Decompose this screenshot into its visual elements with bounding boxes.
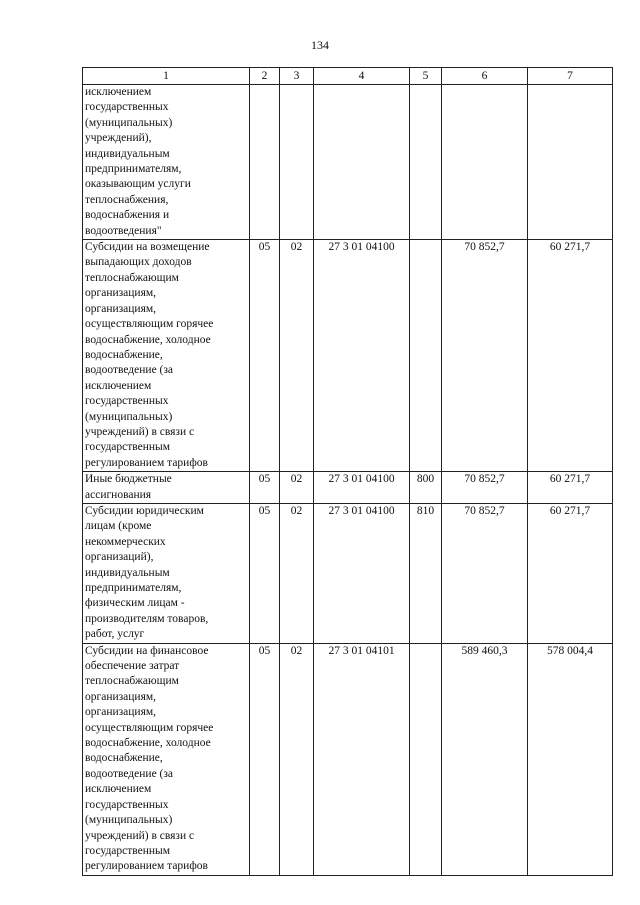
subsection-code: 02 xyxy=(280,472,314,504)
name-line: учреждений) в связи с xyxy=(85,829,195,842)
expense-type-code xyxy=(410,240,442,472)
header-col-6: 6 xyxy=(442,68,528,85)
name-line: водоснабжение, холодное xyxy=(85,333,211,346)
name-line: теплоснабжения, xyxy=(85,193,169,206)
name-line: Субсидии юридическим xyxy=(85,504,204,517)
section-code xyxy=(250,85,280,240)
name-line: обеспечение затрат xyxy=(85,660,180,673)
amount-col-7: 60 271,7 xyxy=(528,240,613,472)
target-article-code: 27 3 01 04101 xyxy=(314,643,410,875)
amount-col-6: 70 852,7 xyxy=(442,240,528,472)
name-line: предпринимателям, xyxy=(85,582,182,594)
header-col-3: 3 xyxy=(280,68,314,85)
table-row xyxy=(83,643,613,875)
name-line: организациям, xyxy=(85,690,157,703)
name-line: (муниципальных) xyxy=(85,410,173,423)
name-line: физическим лицам - xyxy=(85,597,185,610)
section-code: 05 xyxy=(250,643,280,875)
name-line: регулированием тарифов xyxy=(85,456,208,469)
name-line: осуществляющим горячее xyxy=(85,318,214,331)
header-col-2: 2 xyxy=(250,68,280,85)
section-code: 05 xyxy=(250,472,280,504)
section-code: 05 xyxy=(250,240,280,472)
name-line: водоснабжение, xyxy=(85,752,163,765)
name-line: исключением xyxy=(85,783,152,796)
subsection-code xyxy=(280,85,314,240)
name-line: Субсидии на возмещение xyxy=(85,241,210,254)
amount-col-7: 60 271,7 xyxy=(528,472,613,504)
name-line: исключением xyxy=(85,86,152,98)
amount-col-7: 578 004,4 xyxy=(528,643,613,875)
row-name-cell xyxy=(83,472,250,504)
name-line: водоснабжение, холодное xyxy=(85,737,211,750)
row-name-cell xyxy=(83,85,250,240)
page-number: 134 xyxy=(311,38,329,52)
amount-col-6 xyxy=(442,85,528,240)
header-col-1: 1 xyxy=(83,68,250,85)
name-line: (муниципальных) xyxy=(85,116,173,129)
table-row xyxy=(83,503,613,643)
name-line: ассигнования xyxy=(85,488,152,501)
amount-col-6: 70 852,7 xyxy=(442,503,528,643)
name-line: водоотведение (за xyxy=(85,767,174,780)
name-line: организаций), xyxy=(85,551,154,564)
name-line: государственных xyxy=(85,395,169,408)
header-col-5: 5 xyxy=(410,68,442,85)
table-row xyxy=(83,240,613,472)
subsection-code: 02 xyxy=(280,240,314,472)
name-line: организациям, xyxy=(85,706,157,719)
name-line: работ, услуг xyxy=(85,628,145,641)
expense-type-code xyxy=(410,643,442,875)
budget-table xyxy=(82,67,613,876)
expense-type-code xyxy=(410,85,442,240)
name-line: водоснабжения и xyxy=(85,209,170,222)
name-line: оказывающим услуги xyxy=(85,178,191,191)
expense-type-code: 800 xyxy=(410,472,442,504)
name-line: организациям, xyxy=(85,287,157,300)
name-line: некоммерческих xyxy=(85,535,166,548)
name-line: государственных xyxy=(85,101,169,114)
subsection-code: 02 xyxy=(280,503,314,643)
subsection-code: 02 xyxy=(280,643,314,875)
name-line: индивидуальным xyxy=(85,147,170,160)
target-article-code: 27 3 01 04100 xyxy=(314,472,410,504)
name-line: осуществляющим горячее xyxy=(85,721,214,734)
name-line: теплоснабжающим xyxy=(85,271,179,284)
name-line: государственным xyxy=(85,441,171,454)
name-line: водоотведение (за xyxy=(85,364,174,377)
name-line: производителям товаров, xyxy=(85,612,209,625)
row-name-cell xyxy=(83,503,250,643)
amount-col-7 xyxy=(528,85,613,240)
target-article-code xyxy=(314,85,410,240)
header-col-4: 4 xyxy=(314,68,410,85)
header-col-7: 7 xyxy=(528,68,613,85)
name-line: регулированием тарифов xyxy=(85,860,208,873)
amount-col-6: 589 460,3 xyxy=(442,643,528,875)
name-line: индивидуальным xyxy=(85,566,170,579)
expense-type-code: 810 xyxy=(410,503,442,643)
name-line: лицам (кроме xyxy=(85,520,152,533)
name-line: водоотведения" xyxy=(85,224,162,237)
name-line: исключением xyxy=(85,379,152,392)
name-line: водоснабжение, xyxy=(85,348,163,361)
name-line: учреждений), xyxy=(85,132,152,145)
name-line: государственным xyxy=(85,844,171,857)
amount-col-7: 60 271,7 xyxy=(528,503,613,643)
target-article-code: 27 3 01 04100 xyxy=(314,240,410,472)
table-row xyxy=(83,85,613,240)
row-name-cell xyxy=(83,643,250,875)
name-line: государственных xyxy=(85,798,169,811)
name-line: предпринимателям, xyxy=(85,163,182,176)
name-line: теплоснабжающим xyxy=(85,675,179,688)
name-line: Субсидии на финансовое xyxy=(85,644,209,657)
target-article-code: 27 3 01 04100 xyxy=(314,503,410,643)
row-name-cell xyxy=(83,240,250,472)
table-header-row xyxy=(83,68,613,85)
name-line: Иные бюджетные xyxy=(85,473,172,486)
name-line: учреждений) в связи с xyxy=(85,425,195,438)
table-row xyxy=(83,472,613,504)
name-line: выпадающих доходов xyxy=(85,256,192,269)
amount-col-6: 70 852,7 xyxy=(442,472,528,504)
name-line: организациям, xyxy=(85,302,157,315)
section-code: 05 xyxy=(250,503,280,643)
name-line: (муниципальных) xyxy=(85,814,173,827)
